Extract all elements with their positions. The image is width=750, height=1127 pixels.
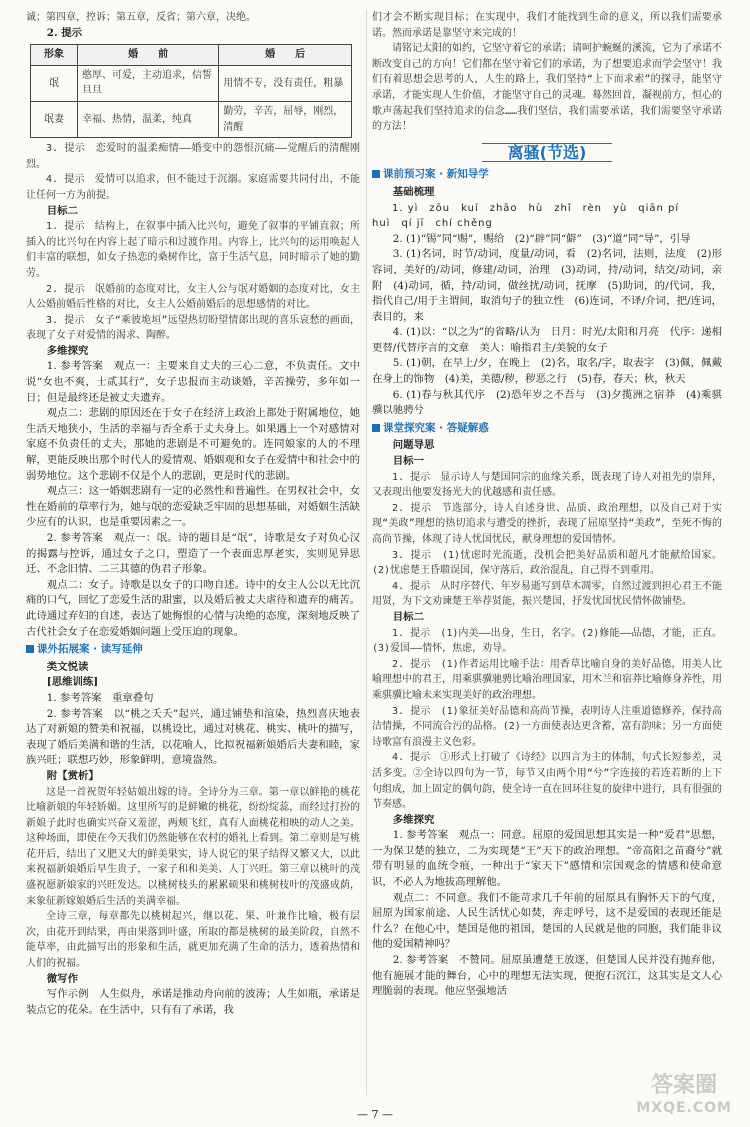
table-row	[31, 101, 352, 137]
answer-paragraph: 3. (1)名词，时节/动词，度量/动词，看 (2)名词，法则，法度 (2)形容词，美好的/动词，修建/动词，治理 (3)动词，持/动词，结交/动词，亲附 (4)动词，循，持/动词，做丝扰/动词，抚摩 (5)助词，的/代词，我，指代自己/用于主谓间，取消句子的独立性 (6)连词，不译/介词，把/连词，表目的，来	[372, 248, 722, 323]
answer-paragraph: 1. 提示 (1)内美——出身，生日，名字。(2)修能——品德，才能，正直。(3)爱国——情怀，焦虑，劝导。	[372, 627, 722, 655]
table-cell: 氓	[31, 65, 78, 101]
section-heading: 目标一	[392, 455, 424, 468]
answer-paragraph: 们才会不断实现目标；在实现中，我们才能找到生命的意义，所以我们需要承诺。然而承诺是靠坚守来完成的！	[372, 12, 722, 39]
section-heading: 目标二	[392, 610, 424, 623]
table-cell: 幸福、热情，温柔，纯真	[78, 101, 219, 137]
answer-paragraph: 3. 提示 (1)忧虑时光流逝，没机会把美好品质和超凡才能献给国家。(2)忧虑楚王昏聩误国，保守落后，政治混乱，自己得不到重用。	[372, 549, 722, 577]
lesson-title	[372, 143, 722, 164]
answer-paragraph: 3. 提示 恋爱时的温柔痴情——婚变中的怨恨沉痛——觉醒后的清醒刚烈。	[26, 143, 360, 170]
section-heading: 问题导思	[392, 439, 435, 452]
answer-paragraph: 1. 参考答案 重章叠句	[46, 691, 154, 704]
section-bar-classroom	[372, 421, 722, 437]
answer-paragraph: 1. 提示 显示诗人与楚国同宗的血缘关系，既表现了诗人对祖先的崇拜，又表现出他要发扬光大的优越感和责任感。	[372, 471, 722, 499]
left-column	[26, 10, 360, 1018]
section-heading: 目标二	[46, 204, 78, 217]
heading-tip-2: 2. 提示	[46, 26, 83, 39]
answer-paragraph: 3. 提示 女子“乘彼垝垣”远望热切盼望情郎出现的喜乐哀愁的画面，表现了女子对爱情的渴求、陶醉。	[26, 314, 360, 342]
answer-paragraph: 1. 参考答案 观点一：同意。屈原的爱国思想其实是一种“爱君”思想，一为保卫楚的独立，二为实现楚“王”天下的政治理想。“帝高阳之苗裔兮”就带有明显的血统令痕，一种出于“家天下”感情和宗国观念的情感和使命意识，不必人为地拔高理解他。	[372, 829, 722, 889]
section-heading: 多维探究	[46, 344, 89, 357]
square-bullet-icon	[372, 170, 380, 178]
table-cell: 用情不专，没有责任，粗暴	[219, 65, 352, 101]
table-cell: 勤劳，辛苦，屈辱，刚烈，清醒	[219, 101, 352, 137]
appreciation-paragraph: 这是一首祝贺年轻姑娘出嫁的诗。全诗分为三章。第一章以鲜艳的桃花比喻新娘的年轻娇媚。这里所写的是鲜嫩的桃花，纷纷绽蕊，而经过打扮的新娘子此时也确实兴奋又羞涩，两颊飞红，真有人面桃花相映的动人之美。这种场面，即使在今天我们仍然能够在农村的婚礼上看到。第二章则是写桃花开后，结出了又肥又大的鲜美果实，诗人说它的果子结得又繁又大，以此来祝福新娘婚后早生贵子，一家子和和美美、人丁兴旺。第三章以桃叶的茂盛祝愿新娘家的兴旺发达。以桃树枝头的累累硕果和桃树枝叶的茂盛成荫，来象征新嫁娘婚后生活的美满幸福。	[26, 786, 360, 907]
watermark-url: MXQE.COM	[636, 1100, 732, 1116]
answer-paragraph: 6. (1)春与秋其代序 (2)恐年岁之不吾与 (3)夕揽洲之宿莽 (4)乘骐骥以驰骋兮	[372, 388, 722, 417]
section-heading: [思维训练]	[46, 676, 99, 689]
square-bullet-icon	[372, 424, 380, 432]
image-comparison-table	[30, 44, 352, 138]
answer-paragraph: 4. 提示 ①形式上打破了《诗经》以四言为主的体制，句式长短参差，灵活多变。②全诗以四句为一节，每节又由两个用“兮”字连接的若连若断的上下句组成，加上固定的偶句韵，使全诗一直在回环往复的旋律中进行，具有很强的节奏感。	[372, 752, 722, 811]
table-header-image: 形象	[31, 45, 78, 66]
answer-paragraph: 观点二：不同意。我们不能苛求几千年前的屈原具有胸怀天下的气度，屈原为国家前途、人民生活忧心如焚，奔走呼号，这不是爱国的表现还能是什么？在他心中，楚国是他的祖国，楚国的人民就是他的同胞，我们能非议他的爱国精神吗？	[372, 891, 722, 951]
answer-paragraph: 观点三：这一婚姻悲剧有一定的必然性和普遍性。在男权社会中，女性在婚前的草率行为，她与氓的恋爱缺乏牢固的思想基础，对婚姻生活缺少应有的认识，也是重要因素之一。	[26, 485, 360, 529]
watermark-text: 答案圈	[651, 1073, 718, 1098]
answer-paragraph: 2. 提示 节选部分，诗人自述身世、品质、政治理想，以及自己对于实现“美政”理想的热切追求与遭受的挫折，表现了屈原坚持“美政”，至死不悔的高尚节操，体现了诗人忧国忧民，献身理想的爱国情怀。	[372, 502, 722, 545]
answer-paragraph: 2. 提示 氓婚前的态度对比，女主人公与氓对婚姻的态度对比，女主人公婚前婚后性格的对比，女主人公婚前婚后的思想感情的对比。	[26, 283, 360, 311]
section-heading: 微写作	[46, 972, 78, 985]
table-cell: 憨厚、可爱，主动追求，信誓旦旦	[78, 65, 219, 101]
answer-paragraph: 2. 提示 (1)作者运用比喻手法：用香草比喻自身的美好品德，用美人比喻理想中的君王，用乘骐骥驰骋比喻治理国家，用木兰和宿莽比喻修身养性，用乘骐骥比喻未来实现美好的政治理想。	[372, 658, 722, 701]
section-heading: 基础梳理	[392, 185, 435, 198]
answer-paragraph: 2. 参考答案 观点一：氓。诗的题目是“氓”，诗歌是女子对负心汉的揭露与控诉，通过女子之口，塑造了一个表面忠厚老实，实则见异思迁、不念旧情、二三其德的伪君子形象。	[26, 532, 360, 576]
answer-paragraph: 2. 参考答案 以“桃之夭夭”起兴，通过铺垫和渲染，热烈喜庆地表达了对新娘的赞美和祝福，以桃设比，通过对桃花、桃实、桃叶的描写，表现了婚后美满和谐的生活，以花喻人，比拟祝福新娘婚后夫妻和睦，家族兴旺；联想巧妙，形象鲜明，意境盎然。	[26, 707, 360, 767]
table-header-before: 婚 前	[78, 45, 219, 66]
section-bar-label: 课前预习案 · 新知导学	[383, 168, 489, 181]
pinyin-line: huì qí jī chí chěng	[372, 218, 493, 230]
answer-paragraph: 2. (1)“锡”同“赐”，赐给 (2)“辟”同“僻” (3)“道”同“导”，引导	[392, 232, 691, 245]
answer-paragraph: 观点二：悲剧的原因还在于女子在经济上政治上都处于附属地位，她生活天地狭小，生活的幸福与否全系于丈夫身上。如果遇上一个对感情对家庭不负责任的丈夫，那她的悲剧是不可避免的。连同娘家的人的不理解，更能反映出那个时代人的爱情观、婚姻观和女子在爱情中和社会中的弱势地位。这个悲剧不仅是个人的悲剧，更是时代的悲剧。	[26, 407, 360, 482]
table-header-after: 婚 后	[219, 45, 352, 66]
section-bar-extension	[26, 642, 360, 658]
page-number: — 7 —	[357, 1108, 393, 1121]
section-heading: 多维探究	[392, 813, 435, 826]
appreciation-paragraph: 全诗三章，每章都先以桃树起兴，继以花、果、叶兼作比喻，极有层次，由花开到结果，再由果落到叶盛，所取的都是桃树的最美阶段，自然不能草率，由此描写出的形象和生活，就更加充满了生命的活力，透着热情和人们的祝福。	[26, 911, 360, 970]
appreciation-label: 附【赏析】	[46, 769, 99, 782]
answer-paragraph: 请铭记太阳的如约，它坚守着它的承诺；请呵护蜿蜒的溪流，它为了承诺不断改变自己的方向！它们都在坚守着它们的承诺，为了想要追求而学会坚守！我们有着思想会思考的人，人生的路上，我们坚持“上下而求索”的探寻，能坚守承诺，才能实现人生价值，才能坚守自己的灵魂。蓦然回首，凝视前方，恒心的歌声荡起我们坚持追求的信念……我们坚信，我们需要承诺，我们需要坚守承诺的方法！	[372, 43, 722, 133]
text-line: 诚；第四章，控诉；第五章，反省；第六章，决绝。	[26, 12, 256, 23]
answer-paragraph: 5. (1)朝，在早上/夕，在晚上 (2)名，取名/字，取表字 (3)佩，佩戴在身上的饰物 (4)美，美德/秽，秽恶之行 (5)春，春天；秋，秋天	[372, 357, 722, 386]
pinyin-line: 1. yì zōu kuí zhāo hù zhǐ rèn yù qiān pí	[392, 202, 680, 214]
table-row	[31, 65, 352, 101]
section-bar-preview	[372, 167, 722, 183]
column-divider	[366, 10, 367, 1095]
section-bar-label: 课外拓展案 · 读写延伸	[37, 643, 143, 656]
answer-paragraph: 4. 提示 从时序替代、年岁易逝写到草木凋零，自然过渡到担心君王不能用贤，为下文劝谏楚王举荐贤能，振兴楚国，抒发忧国忧民情怀做铺垫。	[372, 580, 722, 608]
answer-paragraph: 1. 参考答案 观点一：主要来自丈夫的三心二意，不负责任。文中说“女也不爽，士贰其行”，女子忠报而主动谈婚，辛苦操劳，多年如一日；但是最终还是被丈夫遗弃。	[26, 360, 360, 404]
answer-paragraph: 1. 提示 结构上，在叙事中插入比兴句，避免了叙事的平铺直叙；所插入的比兴句在内容上起了暗示和过渡作用。内容上，比兴句的运用唤起人们丰富的联想，如女子热恋的桑树作比，富于生活气息，同时暗示了她的勤劳。	[26, 221, 360, 279]
right-column	[372, 10, 722, 1000]
lesson-title-text: 离骚(节选)	[482, 143, 613, 163]
answer-paragraph: 2. 参考答案 不赞同。屈原虽遭楚王放逐，但楚国人民并没有抛弃他，他有施展才能的舞台，心中的理想无法实现，便抱石沉江，这其实是文人心理脆弱的表现。他应坚强地活	[372, 954, 722, 998]
table-cell: 氓妻	[31, 101, 78, 137]
thinking-training-label: 思维训练	[51, 676, 94, 689]
answer-paragraph: 观点二：女子。诗歌是以女子的口吻自述。诗中的女主人公以无比沉痛的口气，回忆了恋爱生活的甜蜜，以及婚后被丈夫虐待和遗弃的痛苦。此诗通过弃妇的自述，表达了她悔恨的心情与决绝的态度，深刻地反映了古代社会女子在恋爱婚姻问题上受压迫的现象。	[26, 578, 360, 638]
answer-paragraph: 写作示例 人生似舟，承诺是推动舟向前的波涛；人生如瓶，承诺是装点它的花朵。在生活中，只有有了承诺，我	[26, 988, 360, 1016]
answer-paragraph: 4. (1)以：“以之为”的省略/认为 日月：时光/太阳和月亮 代序：递相更替/代替序言的文章 美人：喻指君主/美貌的女子	[372, 326, 722, 354]
section-bar-label: 课堂探究案 · 答疑解惑	[383, 421, 489, 434]
site-watermark	[636, 1075, 732, 1119]
square-bullet-icon	[26, 645, 34, 653]
answer-paragraph: 4. 提示 爱情可以追求，但不能过于沉溺。家庭需要共同付出，不能让任何一方为前提。	[26, 174, 360, 201]
answer-paragraph: 3. 提示 (1)象征美好品德和高尚节操，表明诗人注重道德修养，保持高洁情操，不同流合污的品格。(2)一方面使表达更含蓄，富有韵味；另一方面使诗歌富有浪漫主义色彩。	[372, 705, 722, 748]
table-header-row	[31, 45, 352, 66]
section-heading: 类文悦读	[46, 660, 89, 673]
